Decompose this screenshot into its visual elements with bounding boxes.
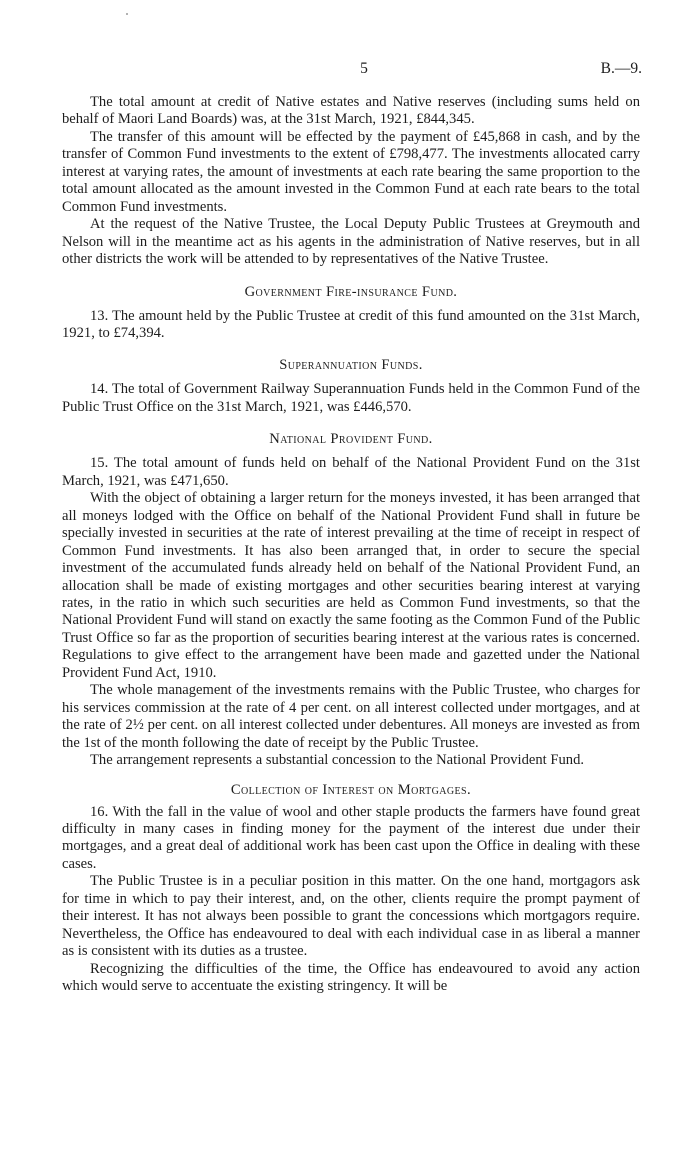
section-heading-superannuation: Superannuation Funds. [279,357,423,374]
page-header [86,60,642,80]
paragraph: The whole management of the investments remains with the Public Trustee, who charges for his services commission at the rate of 4 per cent. on all interest collected under mortgages, and at the rate of 2½ per cent. on all interest collected under debentures. All moneys are invested as from the 1st of the month following the date of receipt by the Public Trustee. [62,682,640,751]
paragraph: At the request of the Native Trustee, the Local Deputy Public Trustees at Greymouth and Nelson will in the meantime act as his agents in the administration of Native reserves, but in all other districts the work will be attended to by representatives of the Native Trustee. [62,216,640,268]
paragraph: With the object of obtaining a larger return for the moneys invested, it has been arranged that all moneys lodged with the Office on behalf of the National Provident Fund shall in future be specially invested in securities at the rate of interest prevailing at the time of receipt in respect of Common Fund investments. It has also been arranged that, in order to secure the special investment of the accumulated funds already held on behalf of the National Provident Fund, an allocation shall be made of existing mortgages and other securities bearing interest at varying rates, in the ratio in which such securities are held as Common Fund investments, so that the National Provident Fund will stand on exactly the same footing as the Common Fund of the Public Trust Office so far as the proportion of securities bearing interest at the various rates is concerned. Regulations to give effect to the arrangement have been made and gazetted under the National Provident Fund Act, 1910. [62,490,640,681]
paragraph: 14. The total of Government Railway Superannuation Funds held in the Common Fund of the Public Trust Office on the 31st March, 1921, was £446,570. [62,381,640,415]
paragraph: The Public Trustee is in a peculiar position in this matter. On the one hand, mortgagors ask for time in which to pay their interest, and, on the other, clients require the prompt payment of their interest. It has not always been possible to grant the concessions which mortgagors require. Nevertheless, the Office has endeavoured to deal with each individual case in as liberal a manner as is consistent with its duties as a trustee. [62,873,640,960]
section-heading-national-provident: National Provident Fund. [269,431,433,448]
scan-speck [126,13,128,15]
paragraph: The total amount at credit of Native estates and Native reserves (including sums held on behalf of Maori Land Boards) was, at the 31st March, 1921, £844,345. [62,94,640,128]
paragraph: 15. The total amount of funds held on behalf of the National Provident Fund on the 31st March, 1921, was £471,650. [62,455,640,489]
document-reference: B.—9. [600,60,642,77]
section-heading-fire-insurance: Government Fire-insurance Fund. [244,283,458,300]
paragraph: 13. The amount held by the Public Trustee at credit of this fund amounted on the 31st March, 1921, to £74,394. [62,307,640,341]
paragraph: Recognizing the difficulties of the time, the Office has endeavoured to avoid any action which would serve to accentuate the existing stringency. It will be [62,960,640,995]
paragraph: The arrangement represents a substantial concession to the National Provident Fund. [90,752,585,769]
paragraph: 16. With the fall in the value of wool and other staple products the farmers have found great difficulty in many cases in finding money for the payment of the interest due under their mortgages, and a great deal of additional work has been cast upon the Office in dealing with these cases. [62,803,640,872]
paragraph: The transfer of this amount will be effected by the payment of £45,868 in cash, and by the transfer of Common Fund investments to the extent of £798,477. The investments allocated carry interest at varying rates, the amount of investments at each rate bearing the same proportion to the total amount allocated as the amount invested in the Common Fund at each rate bears to the total Common Fund investments. [62,128,640,215]
section-heading-collection-of-interest: Collection of Interest on Mortgages. [230,781,472,798]
page-body [62,94,640,995]
page-number: 5 [360,60,368,77]
